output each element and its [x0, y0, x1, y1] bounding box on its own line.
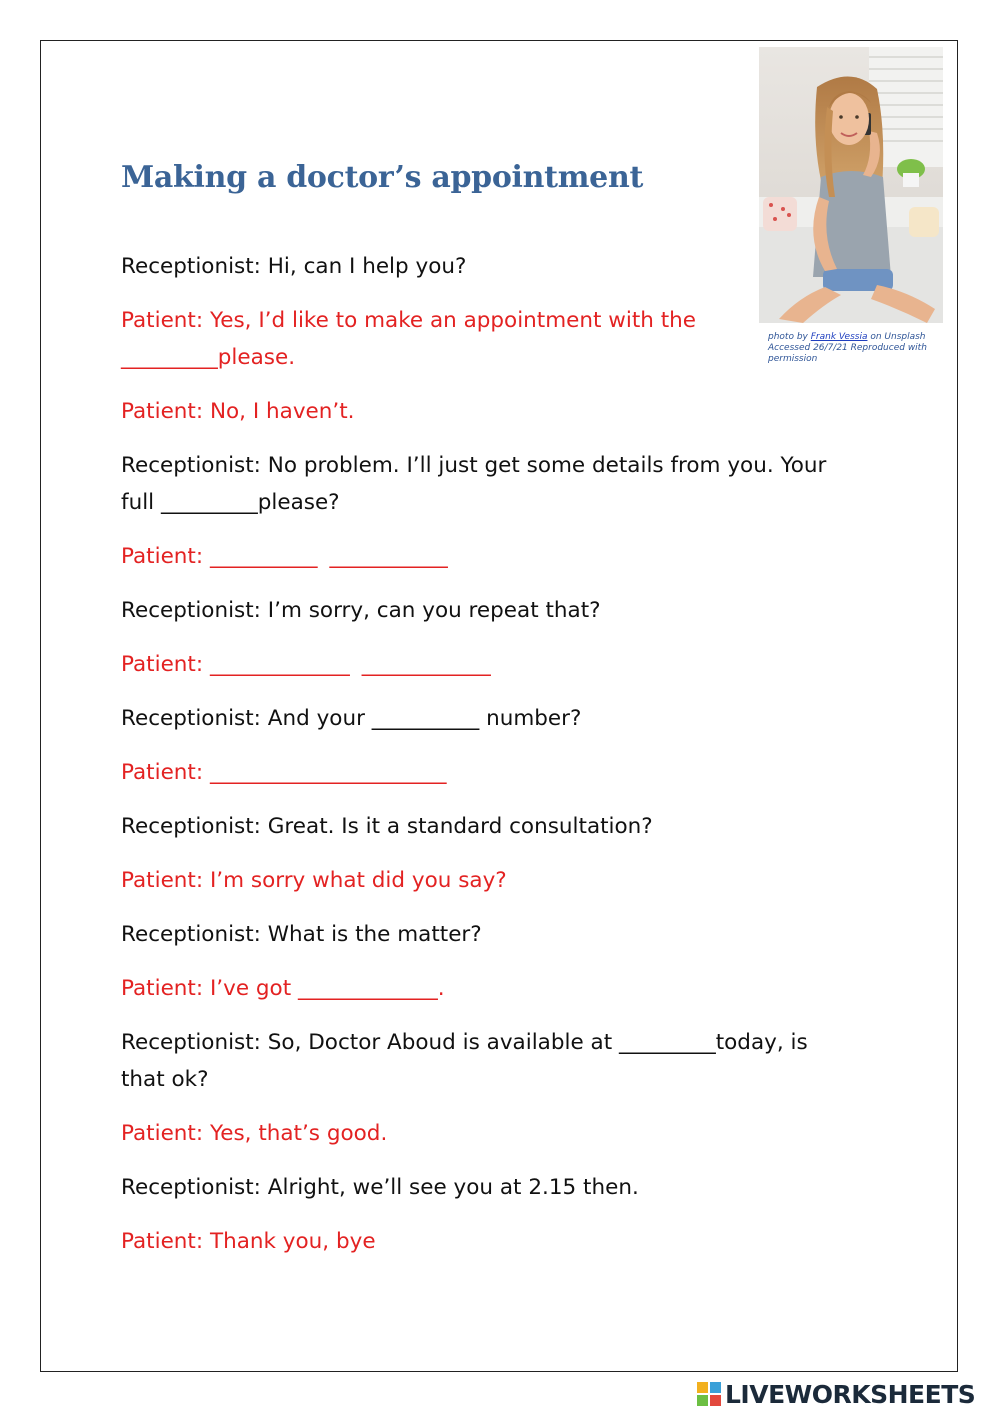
dialog-line: [121, 447, 856, 521]
dialog-line: [121, 393, 856, 430]
dialog-line: [121, 916, 856, 953]
page-title: Making a doctor’s appointment: [121, 160, 644, 195]
photographer-link[interactable]: Frank Vessia: [810, 332, 868, 342]
dialog-line: [121, 592, 856, 629]
dialog-line: [121, 1169, 856, 1206]
dialog-line-text: Receptionist: I’m sorry, can you repeat that?: [121, 598, 601, 623]
dialog-line-text: Receptionist: Alright, we’ll see you at 2.15 then.: [121, 1175, 639, 1200]
dialog-line-text: Receptionist: What is the matter?: [121, 922, 482, 947]
dialog-line: [121, 248, 856, 285]
dialog-line-text: Receptionist: Hi, can I help you?: [121, 254, 467, 279]
dialog-line-text: Patient: I’ve got _____________.: [121, 976, 445, 1001]
dialog-line-text: Patient: Yes, I’d like to make an appointment with the _________please.: [121, 308, 697, 370]
credit-suffix: on Unsplash Accessed 26/7/21 Reproduced with permission: [768, 332, 927, 364]
dialog-line-blank: ___________: [329, 544, 448, 569]
dialog-line-blank: ____________: [361, 652, 491, 677]
credit-prefix: photo by: [768, 332, 811, 342]
dialog-line: [121, 538, 856, 575]
dialog-line: [121, 862, 856, 899]
dialog-line-text: Patient: No, I haven’t.: [121, 399, 355, 424]
dialog-line: [121, 1223, 856, 1260]
dialog-line-text: Receptionist: So, Doctor Aboud is available at _________today, is that ok?: [121, 1030, 808, 1092]
dialog-line-text: Patient: I’m sorry what did you say?: [121, 868, 507, 893]
dialog-line-text: Receptionist: Great. Is it a standard consultation?: [121, 814, 653, 839]
dialog-line-text: Patient: ______________________: [121, 760, 447, 785]
dialog-line: [121, 646, 856, 683]
dialog-line: [121, 1024, 856, 1098]
dialog-line: [121, 1115, 856, 1152]
dialog-line-text: Receptionist: And your __________ number?: [121, 706, 582, 731]
liveworksheets-brand[interactable]: [697, 1377, 975, 1411]
dialogue: [121, 248, 856, 1277]
dialog-line: [121, 970, 856, 1007]
dialog-line: [121, 754, 856, 791]
dialog-line-text: Patient: __________: [121, 544, 318, 569]
dialog-line: [121, 808, 856, 845]
dialog-line: [121, 700, 856, 737]
dialog-line: [121, 302, 856, 376]
dialog-line-text: Patient: Thank you, bye: [121, 1229, 376, 1254]
brand-name: LIVEWORKSHEETS: [725, 1379, 976, 1409]
dialog-line-text: Patient: _____________: [121, 652, 350, 677]
dialog-line-text: Patient: Yes, that’s good.: [121, 1121, 388, 1146]
liveworksheets-logo-icon: [697, 1382, 721, 1406]
dialog-line-text: Receptionist: No problem. I’ll just get some details from you. Your full _________please?: [121, 453, 827, 515]
